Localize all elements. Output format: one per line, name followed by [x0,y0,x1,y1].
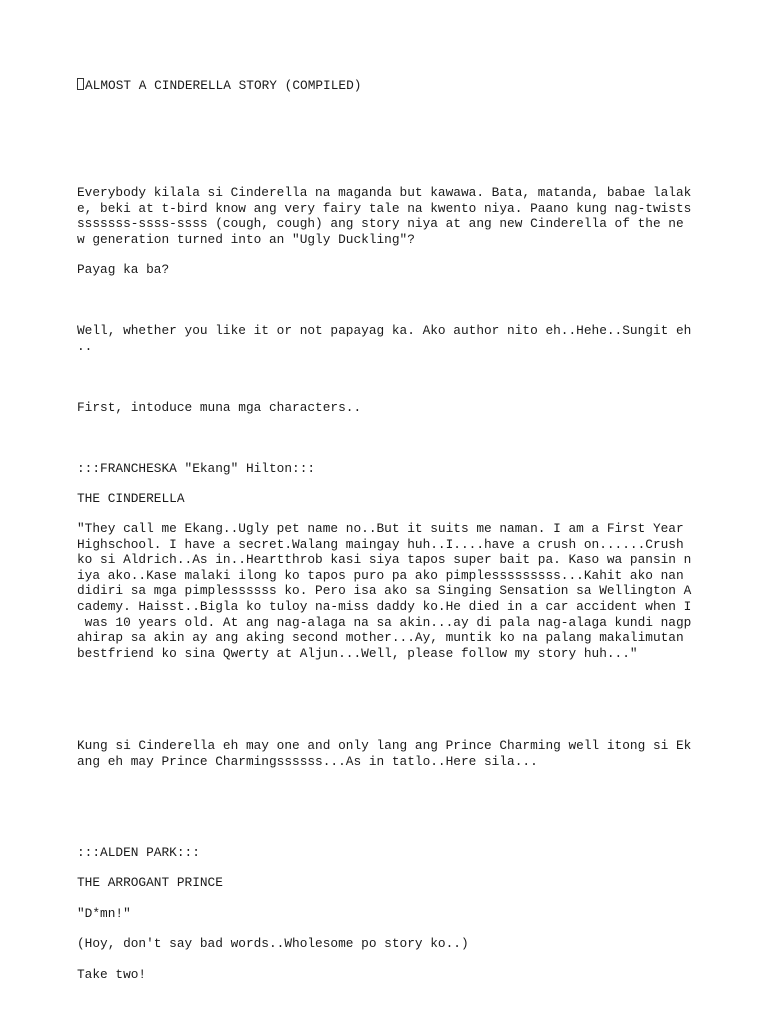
princes-intro-line: Kung si Cinderella eh may one and only lang ang Prince Charming well itong si Ek [77,738,692,753]
character-quote-line: Highschool. I have a secret.Walang maingay huh..I....have a crush on......Crush [77,536,684,552]
author-note-line: .. [77,338,93,354]
character-quote-line: ahirap sa akin ay ang aking second mother...Ay, muntik ko na palang makalimutan [77,630,684,646]
character-quote-line: "D*mn!" [77,906,131,921]
characters-intro: First, intoduce muna mga characters.. [77,400,362,415]
character-quote-line: was 10 years old. At ang nag-alaga na sa akin...ay di pala nag-alaga kundi nagp [77,614,692,630]
document-title-text: ALMOST A CINDERELLA STORY (COMPILED) [85,78,362,93]
missing-glyph-icon [77,78,84,90]
character-quote-line: bestfriend ko sina Qwerty at Aljun...Well, please follow my story huh..." [77,645,638,661]
intro-line: e, beki at t-bird know ang very fairy tale na kwento niya. Paano kung nag-twists [77,200,692,216]
author-note-line: Well, whether you like it or not papayag ka. Ako author nito eh..Hehe..Sungit eh [77,323,692,338]
character-heading: :::ALDEN PARK::: [77,845,200,860]
character-quote-line: ko si Aldrich..As in..Heartthrob kasi siya tapos super bait pa. Kaso wa pansin n [77,552,692,568]
character-role: THE CINDERELLA [77,491,185,506]
take-two-line: Take two! [77,967,147,982]
intro-line: w generation turned into an "Ugly Duckling"? [77,231,415,247]
aside-line: (Hoy, don't say bad words..Wholesome po story ko..) [77,936,469,951]
intro-line: Everybody kilala si Cinderella na maganda but kawawa. Bata, matanda, babae lalak [77,185,692,200]
character-quote-line: "They call me Ekang..Ugly pet name no..But it suits me naman. I am a First Year [77,521,684,536]
character-heading: :::FRANCHESKA "Ekang" Hilton::: [77,461,316,476]
character-role: THE ARROGANT PRINCE [77,875,223,890]
intro-line: sssssss-ssss-ssss (cough, cough) ang story niya at ang new Cinderella of the ne [77,216,684,232]
document-title [77,78,361,94]
question-line: Payag ka ba? [77,262,170,277]
princes-intro-line: ang eh may Prince Charmingssssss...As in tatlo..Here sila... [77,753,538,769]
character-quote-line: cademy. Haisst..Bigla ko tuloy na-miss daddy ko.He died in a car accident when I [77,599,692,614]
character-quote-line: didiri sa mga pimplessssss ko. Pero isa ako sa Singing Sensation sa Wellington A [77,583,692,599]
character-quote-line: iya ako..Kase malaki ilong ko tapos puro pa ako pimplesssssssss...Kahit ako nan [77,567,684,583]
